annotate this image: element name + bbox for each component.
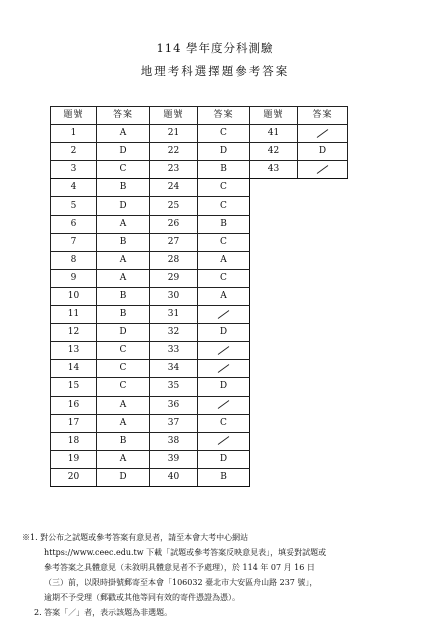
answer-cell: A [97, 396, 150, 414]
empty-cell [250, 306, 298, 324]
slash-mark [217, 436, 230, 445]
answer-cell [298, 125, 348, 143]
answer-key-subtitle: 地理考科選擇題參考答案 [140, 64, 290, 78]
table-row [51, 432, 348, 450]
table-row [51, 396, 348, 414]
question-number: 6 [51, 215, 97, 233]
empty-cell [250, 179, 298, 197]
table-row [51, 251, 348, 269]
question-number: 26 [150, 215, 198, 233]
table-row [51, 197, 348, 215]
empty-cell [250, 414, 298, 432]
table-row [51, 360, 348, 378]
table-row [51, 125, 348, 143]
answer-cell [198, 432, 250, 450]
empty-cell [250, 450, 298, 468]
empty-cell [298, 269, 348, 287]
table-row [51, 143, 348, 161]
note-line: 參考答案之具體意見（未敘明具體意見者不予處理），於 114 年 07 月 16 日 [44, 563, 315, 572]
empty-cell [298, 287, 348, 305]
table-row [51, 306, 348, 324]
empty-cell [250, 324, 298, 342]
question-number: 35 [150, 378, 198, 396]
answer-cell: B [198, 468, 250, 486]
answer-cell: B [198, 161, 250, 179]
empty-cell [250, 396, 298, 414]
question-number: 17 [51, 414, 97, 432]
empty-cell [298, 432, 348, 450]
question-number: 16 [51, 396, 97, 414]
answer-cell: D [97, 143, 150, 161]
answer-cell: D [198, 378, 250, 396]
table-row [51, 233, 348, 251]
empty-cell [298, 197, 348, 215]
empty-cell [250, 269, 298, 287]
empty-cell [250, 215, 298, 233]
answer-cell [198, 360, 250, 378]
col-header-question-no: 題號 [250, 107, 298, 125]
empty-cell [250, 342, 298, 360]
empty-cell [250, 251, 298, 269]
answer-cell: A [97, 125, 150, 143]
slash-mark [217, 310, 230, 319]
answer-cell: D [198, 143, 250, 161]
empty-cell [250, 432, 298, 450]
question-number: 34 [150, 360, 198, 378]
answer-cell [298, 161, 348, 179]
table-row [51, 269, 348, 287]
answer-cell: C [198, 197, 250, 215]
question-number: 38 [150, 432, 198, 450]
question-number: 10 [51, 287, 97, 305]
question-number: 8 [51, 251, 97, 269]
question-number: 2 [51, 143, 97, 161]
table-row [51, 287, 348, 305]
empty-cell [298, 215, 348, 233]
empty-cell [298, 360, 348, 378]
empty-cell [298, 233, 348, 251]
question-number: 21 [150, 125, 198, 143]
table-row [51, 179, 348, 197]
answer-cell: A [198, 287, 250, 305]
question-number: 23 [150, 161, 198, 179]
empty-cell [298, 414, 348, 432]
empty-cell [298, 324, 348, 342]
col-header-question-no: 題號 [150, 107, 198, 125]
question-number: 19 [51, 450, 97, 468]
slash-mark [316, 165, 329, 174]
answer-cell: B [198, 215, 250, 233]
table-row [51, 378, 348, 396]
question-number: 1 [51, 125, 97, 143]
empty-cell [298, 378, 348, 396]
question-number: 27 [150, 233, 198, 251]
answer-cell [198, 396, 250, 414]
slash-mark [217, 400, 230, 409]
question-number: 5 [51, 197, 97, 215]
question-number: 13 [51, 342, 97, 360]
answer-cell: C [97, 378, 150, 396]
question-number: 29 [150, 269, 198, 287]
notes-section [22, 530, 392, 620]
answer-cell: D [97, 197, 150, 215]
question-number: 37 [150, 414, 198, 432]
answer-table [50, 106, 348, 487]
answer-cell: D [298, 143, 348, 161]
col-header-answer: 答案 [198, 107, 250, 125]
question-number: 4 [51, 179, 97, 197]
answer-cell: B [97, 233, 150, 251]
answer-cell: C [198, 125, 250, 143]
answer-cell: A [198, 251, 250, 269]
slash-mark [217, 364, 230, 373]
question-number: 39 [150, 450, 198, 468]
question-number: 41 [250, 125, 298, 143]
answer-cell: D [198, 324, 250, 342]
note-line: https://www.ceec.edu.tw 下載「試題或參考答案反映意見表」，填妥對試題或 [44, 548, 327, 557]
answer-cell: C [97, 342, 150, 360]
question-number: 9 [51, 269, 97, 287]
empty-cell [250, 378, 298, 396]
answer-cell: B [97, 287, 150, 305]
answer-cell: B [97, 432, 150, 450]
table-row [51, 342, 348, 360]
empty-cell [298, 306, 348, 324]
answer-cell: D [97, 468, 150, 486]
question-number: 43 [250, 161, 298, 179]
empty-cell [298, 251, 348, 269]
table-row [51, 215, 348, 233]
answer-cell: A [97, 215, 150, 233]
question-number: 36 [150, 396, 198, 414]
question-number: 14 [51, 360, 97, 378]
answer-cell: C [198, 414, 250, 432]
empty-cell [298, 396, 348, 414]
answer-cell: B [97, 179, 150, 197]
answer-cell: D [97, 324, 150, 342]
question-number: 22 [150, 143, 198, 161]
question-number: 18 [51, 432, 97, 450]
slash-mark [316, 129, 329, 138]
answer-cell: C [97, 360, 150, 378]
table-row [51, 450, 348, 468]
question-number: 40 [150, 468, 198, 486]
empty-cell [250, 197, 298, 215]
answer-cell: D [198, 450, 250, 468]
question-number: 15 [51, 378, 97, 396]
table-row [51, 468, 348, 486]
answer-cell: A [97, 251, 150, 269]
question-number: 30 [150, 287, 198, 305]
slash-mark [217, 346, 230, 355]
answer-cell: C [198, 269, 250, 287]
question-number: 33 [150, 342, 198, 360]
answer-cell [198, 342, 250, 360]
table-row [51, 161, 348, 179]
exam-title: 114 學年度分科測驗 [156, 41, 274, 55]
col-header-answer: 答案 [298, 107, 348, 125]
question-number: 32 [150, 324, 198, 342]
answer-cell: A [97, 414, 150, 432]
empty-cell [298, 179, 348, 197]
question-number: 3 [51, 161, 97, 179]
answer-cell: A [97, 450, 150, 468]
table-row [51, 324, 348, 342]
question-number: 12 [51, 324, 97, 342]
empty-cell [298, 342, 348, 360]
note-line: ※1. 對公布之試題或參考答案有意見者，請至本會大考中心網站 [22, 533, 249, 542]
answer-cell: C [198, 233, 250, 251]
empty-cell [250, 233, 298, 251]
empty-cell [250, 287, 298, 305]
empty-cell [298, 468, 348, 486]
empty-cell [250, 468, 298, 486]
question-number: 11 [51, 306, 97, 324]
question-number: 24 [150, 179, 198, 197]
note-line: 逾期不予受理（郵戳或其他等同有效的寄件憑證為憑）。 [44, 593, 240, 602]
empty-cell [298, 450, 348, 468]
col-header-answer: 答案 [97, 107, 150, 125]
question-number: 31 [150, 306, 198, 324]
note-line: 2. 答案「／」者，表示該題為非選題。 [34, 608, 173, 617]
answer-cell: C [198, 179, 250, 197]
empty-cell [250, 360, 298, 378]
col-header-question-no: 題號 [51, 107, 97, 125]
question-number: 7 [51, 233, 97, 251]
question-number: 25 [150, 197, 198, 215]
table-row [51, 414, 348, 432]
question-number: 42 [250, 143, 298, 161]
question-number: 20 [51, 468, 97, 486]
note-line: （三）前，以限時掛號郵寄至本會「106032 臺北市大安區舟山路 237 號」， [44, 578, 318, 587]
question-number: 28 [150, 251, 198, 269]
answer-cell [198, 306, 250, 324]
answer-cell: B [97, 306, 150, 324]
answer-cell: C [97, 161, 150, 179]
answer-cell: A [97, 269, 150, 287]
